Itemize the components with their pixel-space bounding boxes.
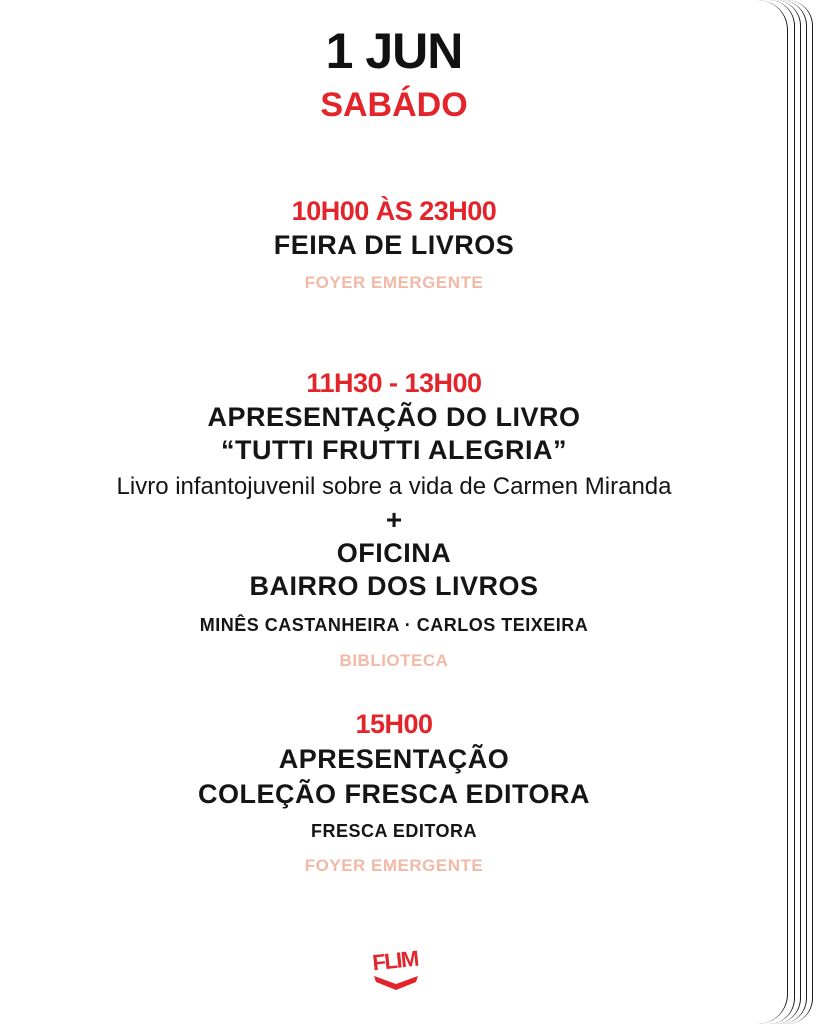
flim-logo <box>366 930 424 992</box>
event-1-title: FEIRA DE LIVROS <box>273 230 515 260</box>
event-1-venue: FOYER EMERGENTE <box>304 273 484 292</box>
event-2-title-line-2: “TUTTI FRUTTI ALEGRIA” <box>221 435 567 465</box>
event-2-venue: BIBLIOTECA <box>339 651 449 670</box>
event-3-title-line-2: COLEÇÃO FRESCA EDITORA <box>197 779 591 809</box>
event-2-title2-line-2: BAIRRO DOS LIVROS <box>249 571 539 601</box>
event-3-venue: FOYER EMERGENTE <box>304 856 484 875</box>
event-3-people: FRESCA EDITORA <box>310 821 477 841</box>
event-3-time: 15H00 <box>355 709 433 739</box>
event-2-description: Livro infantojuvenil sobre a vida de Carmen Miranda <box>116 473 672 500</box>
event-2-people: MINÊS CASTANHEIRA · CARLOS TEIXEIRA <box>199 615 589 635</box>
event-2-time: 11H30 - 13H00 <box>306 368 482 398</box>
logo-text: FLIM <box>371 945 419 976</box>
event-3-title-line-1: APRESENTAÇÃO <box>278 744 510 774</box>
event-2-plus: + <box>385 504 403 535</box>
event-2-title-line-1: APRESENTAÇÃO DO LIVRO <box>207 402 581 432</box>
date-heading: 1 JUN <box>325 23 463 79</box>
event-1-time: 10H00 ÀS 23H00 <box>291 196 497 226</box>
event-2-title2-line-1: OFICINA <box>336 538 452 568</box>
weekday-heading: SABÁDO <box>320 86 468 124</box>
